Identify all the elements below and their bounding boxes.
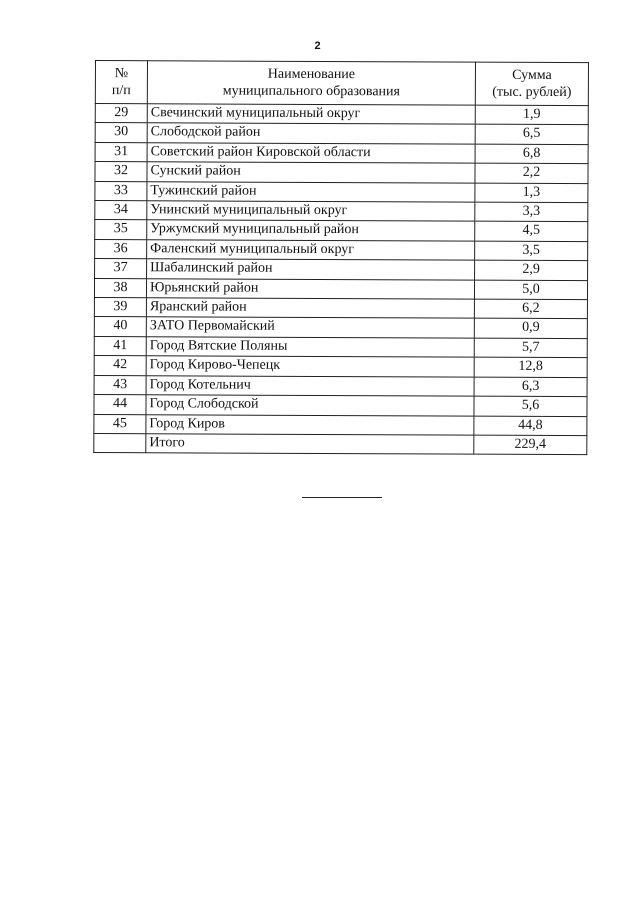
row-number: 40 [94,317,146,337]
table-row [94,278,587,300]
table-row [95,220,588,242]
row-sum: 6,3 [474,377,587,397]
row-municipality-name: Юрьянский район [146,278,474,299]
table-row [95,259,588,281]
total-number-cell [94,433,146,453]
header-number-line1: № [114,66,129,82]
table-row [95,181,588,203]
row-sum: 12,8 [474,357,587,377]
table-row [95,104,588,126]
table-row [94,336,587,358]
row-sum: 1,3 [475,183,588,203]
header-number [95,61,147,104]
header-sum-line2: (тыс. рублей) [492,84,572,101]
row-number: 34 [95,201,147,221]
table-row [95,201,588,223]
row-municipality-name: Город Киров [146,414,474,435]
row-number: 32 [95,162,147,182]
row-municipality-name: Город Вятские Поляны [146,337,474,358]
row-municipality-name: Сунский район [147,162,475,183]
header-number-line2: п/п [111,83,131,99]
row-municipality-name: Город Кирово-Чепецк [146,356,474,377]
table-row [94,414,587,436]
total-label: Итого [146,434,474,455]
row-number: 33 [95,181,147,201]
row-municipality-name: Город Котельнич [146,375,474,396]
table-row [94,375,587,397]
total-sum: 229,4 [474,435,587,455]
row-municipality-name: Уржумский муниципальный район [147,220,475,241]
row-municipality-name: Шабалинский район [147,259,475,280]
row-sum: 5,0 [474,280,587,300]
row-municipality-name: Тужинский район [147,181,475,202]
table-row [94,395,587,417]
row-number: 37 [95,259,147,279]
row-sum: 6,2 [474,299,587,319]
row-sum: 5,6 [474,396,587,416]
table-row [94,317,587,339]
row-sum: 44,8 [474,416,587,436]
table-row [95,162,588,184]
total-row [94,433,587,455]
row-sum: 2,2 [475,163,588,183]
row-number: 44 [94,395,146,415]
row-municipality-name: Фаленский муниципальный округ [147,240,475,261]
closing-divider [302,497,382,498]
table-row [95,123,588,145]
row-number: 38 [94,278,146,298]
row-municipality-name: Советский район Кировской области [147,143,475,164]
row-number: 42 [94,356,146,376]
row-sum: 2,9 [475,260,588,280]
table-header-row [95,61,588,106]
row-number: 29 [95,104,147,124]
row-municipality-name: ЗАТО Первомайский [146,317,474,338]
row-number: 43 [94,375,146,395]
row-sum: 4,5 [475,222,588,242]
header-name-line1: Наименование [267,66,356,83]
row-number: 31 [95,142,147,162]
municipal-sum-table [93,60,589,455]
row-number: 41 [94,336,146,356]
row-number: 36 [95,239,147,259]
row-municipality-name: Слободской район [147,123,475,144]
row-sum: 6,8 [475,144,588,164]
row-sum: 3,5 [475,241,588,261]
row-municipality-name: Унинский муниципальный округ [147,201,475,222]
row-municipality-name: Яранский район [146,298,474,319]
row-sum: 0,9 [474,319,587,339]
header-sum-line1: Сумма [512,67,552,83]
row-number: 35 [95,220,147,240]
page-number: 2 [314,40,321,52]
row-sum: 6,5 [475,125,588,145]
header-name [147,61,475,105]
header-name-line2: муниципального образования [222,83,401,100]
row-number: 45 [94,414,146,434]
table-body [94,104,588,436]
header-sum [475,62,588,105]
row-number: 39 [94,298,146,318]
row-number: 30 [95,123,147,143]
table-row [95,142,588,164]
table-row [94,298,587,320]
row-municipality-name: Город Слободской [146,395,474,416]
row-municipality-name: Свечинский муниципальный округ [147,104,475,125]
table-row [95,239,588,261]
row-sum: 1,9 [475,105,588,125]
row-sum: 3,3 [475,202,588,222]
row-sum: 5,7 [474,338,587,358]
table-row [94,356,587,378]
